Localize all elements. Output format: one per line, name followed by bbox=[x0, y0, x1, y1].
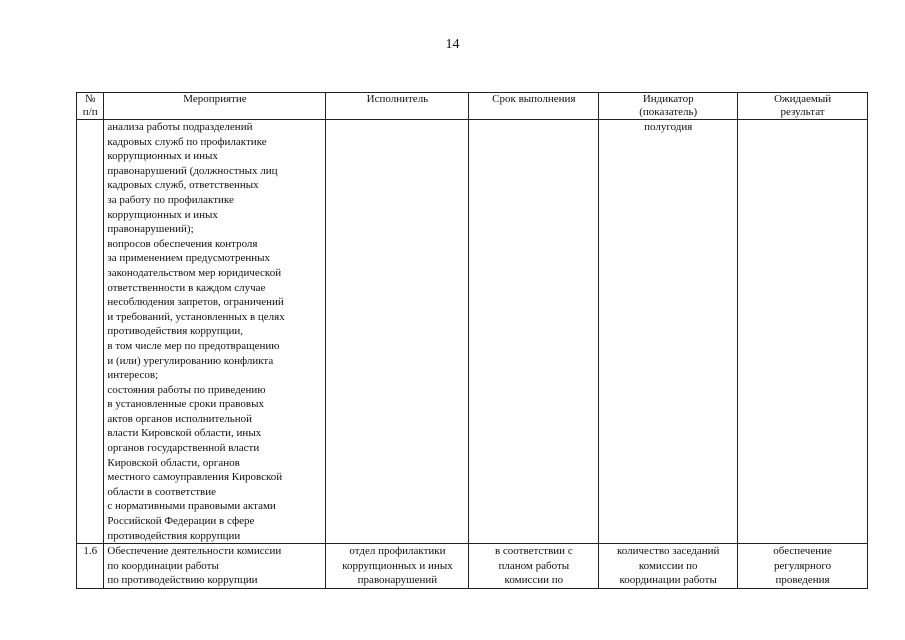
cell-indicator-line: полугодия bbox=[644, 121, 693, 133]
measures-table-container bbox=[76, 92, 868, 591]
cell-indicator-line: комиссии по bbox=[638, 559, 698, 572]
cell-activity-line: Кировской области, органов bbox=[107, 456, 240, 469]
cell-activity-line: органов государственной власти bbox=[107, 442, 260, 455]
cell-activity-line: за применением предусмотренных bbox=[107, 252, 271, 265]
cell-deadline-line: в соответствии с bbox=[494, 545, 573, 558]
cell-activity-line: Российской Федерации в сфере bbox=[107, 515, 255, 528]
page-number: 14 bbox=[445, 37, 460, 52]
cell-activity-line: актов органов исполнительной bbox=[107, 412, 253, 425]
header-activity: Мероприятие bbox=[104, 93, 326, 120]
cell-indicator bbox=[599, 120, 738, 544]
table-body bbox=[77, 120, 868, 589]
cell-deadline bbox=[469, 544, 599, 589]
header-num-line: п/п bbox=[82, 106, 98, 118]
cell-activity-line: за работу по профилактике bbox=[107, 193, 234, 206]
header-deadline: Срок выполнения bbox=[469, 93, 599, 120]
header-result-line: Ожидаемый bbox=[774, 93, 832, 105]
cell-activity-line: и требований, установленных в целях bbox=[107, 310, 285, 323]
cell-executor-line: правонарушений bbox=[357, 574, 438, 587]
cell-num bbox=[77, 120, 104, 544]
header-executor: Исполнитель bbox=[326, 93, 469, 120]
cell-deadline bbox=[469, 120, 599, 544]
table-row bbox=[77, 120, 868, 544]
cell-activity-line: власти Кировской области, иных bbox=[107, 427, 262, 440]
cell-activity-line: кадровых служб, ответственных bbox=[107, 179, 259, 192]
header-result-line: результат bbox=[780, 106, 825, 118]
cell-activity-line: и (или) урегулированию конфликта bbox=[107, 354, 274, 367]
cell-activity-line: с нормативными правовыми актами bbox=[107, 500, 276, 513]
cell-activity-line: по координации работы bbox=[107, 559, 219, 572]
cell-activity-line: вопросов обеспечения контроля bbox=[107, 237, 258, 250]
header-indicator bbox=[599, 93, 738, 120]
measures-table bbox=[76, 92, 868, 589]
header-result bbox=[738, 93, 868, 120]
header-indicator-line: Индикатор bbox=[642, 93, 694, 105]
cell-activity-line: состояния работы по приведению bbox=[107, 383, 266, 396]
cell-deadline-line: планом работы bbox=[498, 559, 570, 572]
cell-executor-line: коррупционных и иных bbox=[342, 559, 453, 572]
cell-result bbox=[738, 120, 868, 544]
cell-result-line: проведения bbox=[775, 574, 830, 587]
cell-result bbox=[738, 544, 868, 589]
cell-activity-line: в том числе мер по предотвращению bbox=[107, 339, 280, 352]
cell-activity-line: кадровых служб по профилактике bbox=[107, 135, 267, 148]
header-num bbox=[77, 93, 104, 120]
cell-result-line: обеспечение bbox=[773, 545, 832, 558]
cell-activity-line: интересов; bbox=[107, 369, 159, 382]
cell-activity-line: ответственности в каждом случае bbox=[107, 281, 266, 294]
cell-activity-line: коррупционных и иных bbox=[107, 150, 218, 163]
cell-result-line: регулярного bbox=[774, 559, 832, 572]
cell-executor-line: отдел профилактики bbox=[349, 545, 446, 558]
cell-indicator-line: количество заседаний bbox=[617, 545, 720, 558]
cell-activity-line: в установленные сроки правовых bbox=[107, 398, 264, 411]
cell-activity-line: правонарушений (должностных лиц bbox=[107, 164, 278, 177]
cell-num: 1.6 bbox=[77, 544, 104, 589]
cell-activity-line: коррупционных и иных bbox=[107, 208, 218, 221]
cell-activity-line: области в соответствие bbox=[107, 485, 216, 498]
cell-executor bbox=[326, 544, 469, 589]
cell-activity-line: местного самоуправления Кировской bbox=[107, 471, 283, 484]
cell-indicator-line: координации работы bbox=[619, 574, 717, 587]
header-num-line: № bbox=[84, 93, 96, 105]
header-indicator-line: (показатель) bbox=[639, 106, 698, 118]
cell-activity-line: по противодействию коррупции bbox=[107, 574, 258, 587]
cell-activity bbox=[104, 120, 326, 544]
cell-executor bbox=[326, 120, 469, 544]
table-row bbox=[77, 544, 868, 589]
cell-activity-line: несоблюдения запретов, ограничений bbox=[107, 296, 284, 309]
cell-activity-line: противодействия коррупции bbox=[107, 529, 241, 542]
cell-activity-line: Обеспечение деятельности комиссии bbox=[107, 545, 282, 558]
cell-activity-line: анализа работы подразделений bbox=[107, 121, 253, 133]
cell-activity bbox=[104, 544, 326, 589]
cell-indicator bbox=[599, 544, 738, 589]
cell-deadline-line: комиссии по bbox=[504, 574, 564, 587]
cell-activity-line: правонарушений); bbox=[107, 223, 194, 236]
cell-activity-line: противодействия коррупции, bbox=[107, 325, 243, 338]
table-header-row bbox=[77, 93, 868, 120]
cell-activity-line: законодательством мер юридической bbox=[107, 266, 282, 279]
